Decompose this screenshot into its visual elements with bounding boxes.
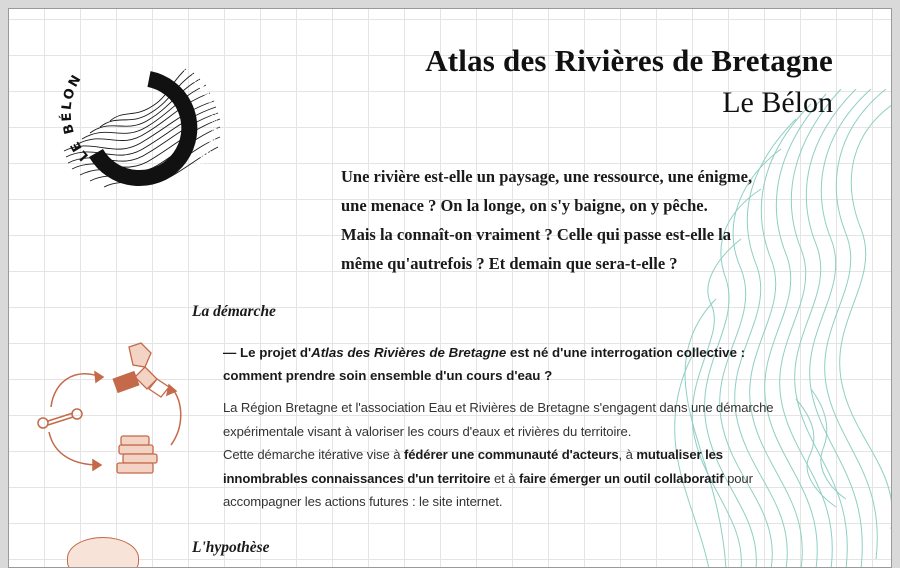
logo-inner-text: atlas des rivières de Bretagne [143, 58, 220, 173]
page-title: Atlas des Rivières de Bretagne [425, 43, 833, 78]
body-emphasis: faire émerger un outil collaboratif [518, 470, 724, 486]
body-text: et à [490, 470, 519, 486]
svg-text:LE BÉLON [59, 71, 92, 163]
lead-line-2: comment prendre soin ensemble d'un cours d'eau ? [223, 368, 553, 383]
intro-line: Mais la connaît-on vraiment ? Celle qui passe est-elle la [341, 225, 732, 244]
intro-paragraph [341, 162, 841, 278]
lead-suffix: est né d'une interrogation collective : [506, 345, 746, 360]
section-title-demarche: La démarche [192, 303, 276, 320]
body-text: Cette démarche itérative vise à [223, 447, 404, 462]
document-page [8, 8, 892, 568]
body-paragraph-2 [223, 443, 803, 514]
body-emphasis: fédérer une communauté d'acteurs [403, 447, 619, 462]
books-icon [117, 436, 157, 473]
thought-bubble-icon [67, 537, 139, 568]
belon-logo [54, 41, 224, 211]
intro-line: Une rivière est-elle un paysage, une ressource, une énigme, [341, 167, 753, 186]
body-paragraph-1: La Région Bretagne et l'association Eau et Rivières de Bretagne s'engagent dans une démarche expérimentale visant à valoriser les cours d'eaux et rivières du territoire. [223, 400, 774, 439]
lead-line-1 [223, 341, 813, 364]
intro-line: même qu'autrefois ? Et demain que sera-t-elle ? [341, 254, 678, 273]
wrench-icon [38, 409, 82, 428]
cycle-illustration [29, 337, 199, 482]
demarche-body [223, 396, 803, 514]
demarche-lead [223, 341, 813, 387]
intro-line: une menace ? On la longe, on s'y baigne, on y pêche. [341, 196, 708, 215]
body-text: pour accompagner les actions futures : le site internet. [223, 470, 753, 509]
body-emphasis: mutualiser les innombrables connaissances d'un territoire [223, 447, 723, 486]
atlas-title-italic: Atlas des Rivières de Bretagne [311, 345, 507, 360]
section-title-hypothese: L'hypothèse [192, 539, 270, 556]
lead-prefix: — Le projet d' [223, 345, 312, 360]
logo-outer-text: LE BÉLON [59, 71, 92, 164]
handshake-icon [113, 343, 169, 397]
page-subtitle: Le Bélon [722, 86, 833, 119]
body-text: , à [618, 447, 637, 462]
